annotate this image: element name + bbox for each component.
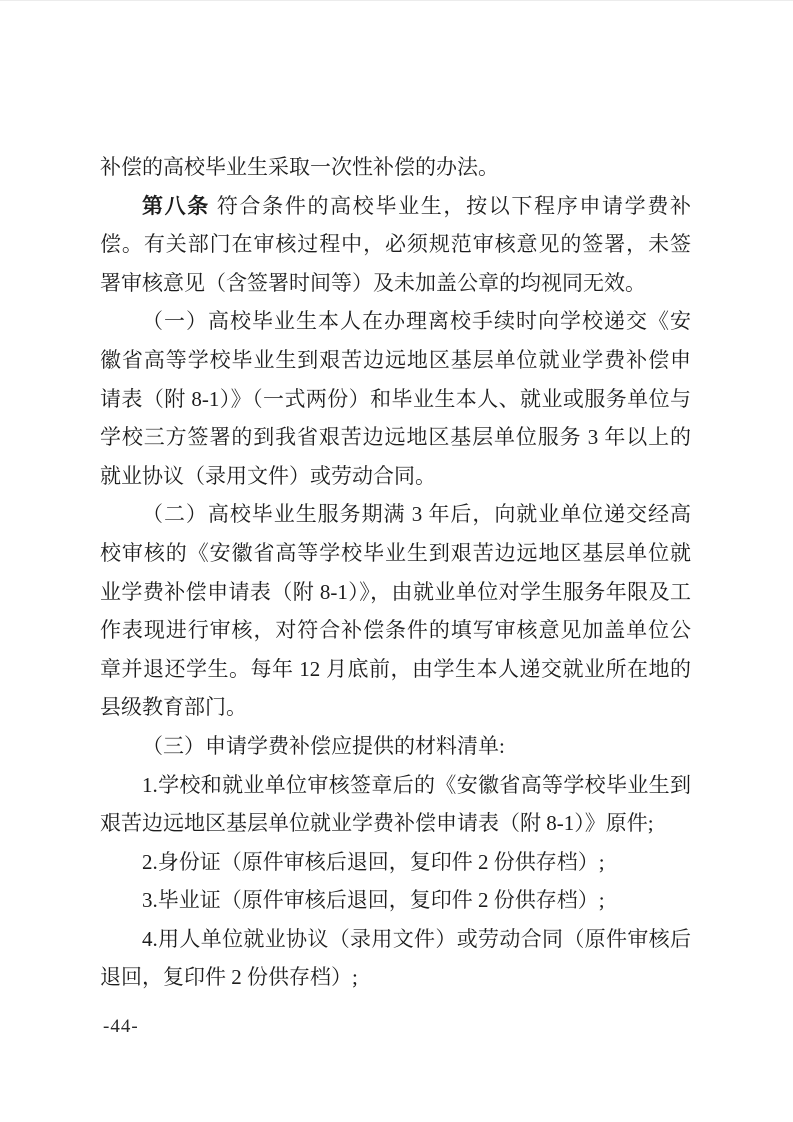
- text-line: 署审核意见（含签署时间等）及未加盖公章的均视同无效。: [100, 270, 646, 295]
- text-run: 符合条件的高校毕业生，按以下程序申请学费补: [209, 193, 691, 218]
- text-line: （三）申请学费补偿应提供的材料清单:: [142, 733, 505, 758]
- text-line: 4.用人单位就业协议（录用文件）或劳动合同（原件审核后: [142, 926, 691, 951]
- text-line: 学校三方签署的到我省艰苦边远地区基层单位服务 3 年以上的: [100, 425, 691, 450]
- text-line: 作表现进行审核，对符合补偿条件的填写审核意见加盖单位公: [100, 618, 691, 643]
- text-line: 艰苦边远地区基层单位就业学费补偿申请表（附 8-1）》原件;: [100, 811, 654, 836]
- page-number: -44-: [103, 1016, 139, 1037]
- text-line: 业学费补偿申请表（附 8-1）》，由就业单位对学生服务年限及工: [100, 579, 691, 604]
- article-heading: 第八条: [142, 194, 210, 218]
- text-line: 补偿的高校毕业生采取一次性补偿的办法。: [100, 155, 499, 179]
- text-line: 2.身份证（原件审核后退回，复印件 2 份供存档）;: [142, 849, 605, 874]
- text-line: （二）高校毕业生服务期满 3 年后，向就业单位递交经高: [142, 502, 691, 527]
- text-line: 请表（附 8-1）》（一式两份）和毕业生本人、就业或服务单位与: [100, 386, 691, 411]
- text-line: （一）高校毕业生本人在办理离校手续时向学校递交《安: [142, 309, 691, 334]
- text-line: 3.毕业证（原件审核后退回，复印件 2 份供存档）;: [142, 888, 605, 913]
- body-text: [100, 148, 691, 997]
- text-line: 校审核的《安徽省高等学校毕业生到艰苦边远地区基层单位就: [100, 540, 691, 565]
- text-line: 徽省高等学校毕业生到艰苦边远地区基层单位就业学费补偿申: [100, 347, 691, 372]
- text-line: 偿。有关部门在审核过程中，必须规范审核意见的签署，未签: [100, 232, 691, 257]
- text-line: 章并退还学生。每年 12 月底前，由学生本人递交就业所在地的: [100, 656, 691, 681]
- text-line: [100, 187, 691, 226]
- text-line: 退回，复印件 2 份供存档）;: [100, 965, 358, 990]
- text-line: 1.学校和就业单位审核签章后的《安徽省高等学校毕业生到: [142, 772, 691, 797]
- text-line: 就业协议（录用文件）或劳动合同。: [100, 463, 436, 488]
- text-line: 县级教育部门。: [100, 695, 247, 720]
